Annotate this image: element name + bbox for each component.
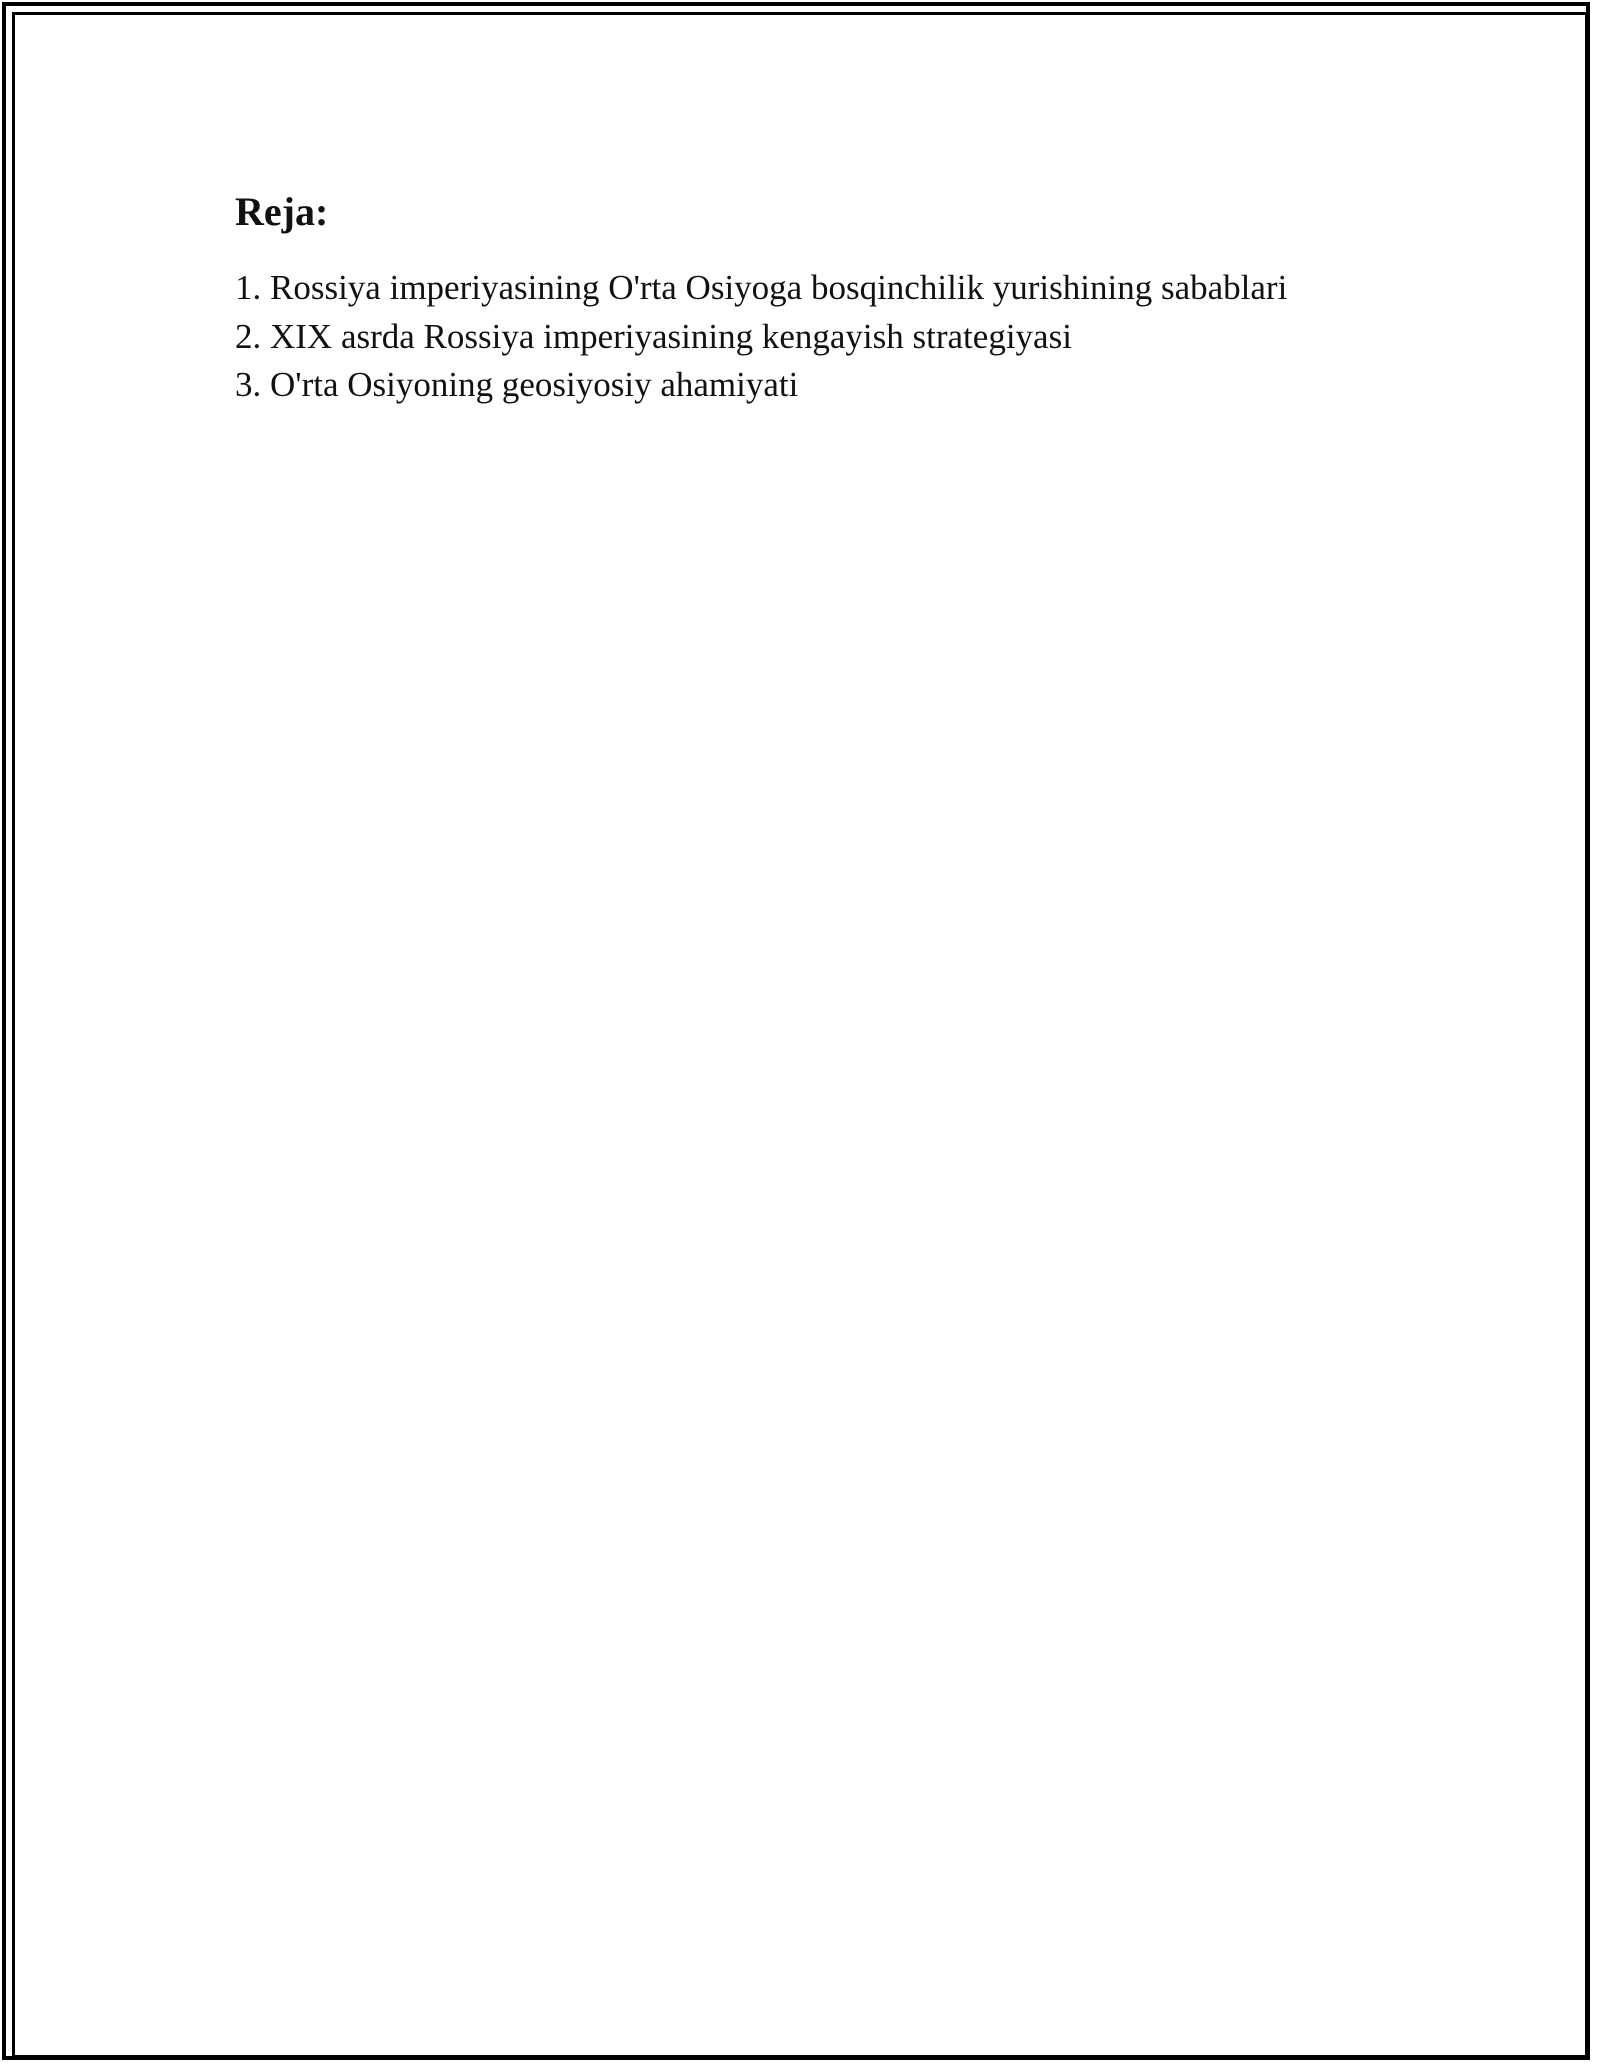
plan-title: Reja: [235,189,329,234]
plan-item-2: 2. XIX asrda Rossiya imperiyasining kengayish strategiyasi [235,316,1072,356]
plan-item-1: 1. Rossiya imperiyasining O'rta Osiyoga bosqinchilik yurishining sabablari [235,268,1288,307]
plan-item-3: 3. O'rta Osiyoning geosiyosiy ahamiyati [235,365,799,404]
plan-list [235,264,1435,410]
document-content [235,186,1435,410]
